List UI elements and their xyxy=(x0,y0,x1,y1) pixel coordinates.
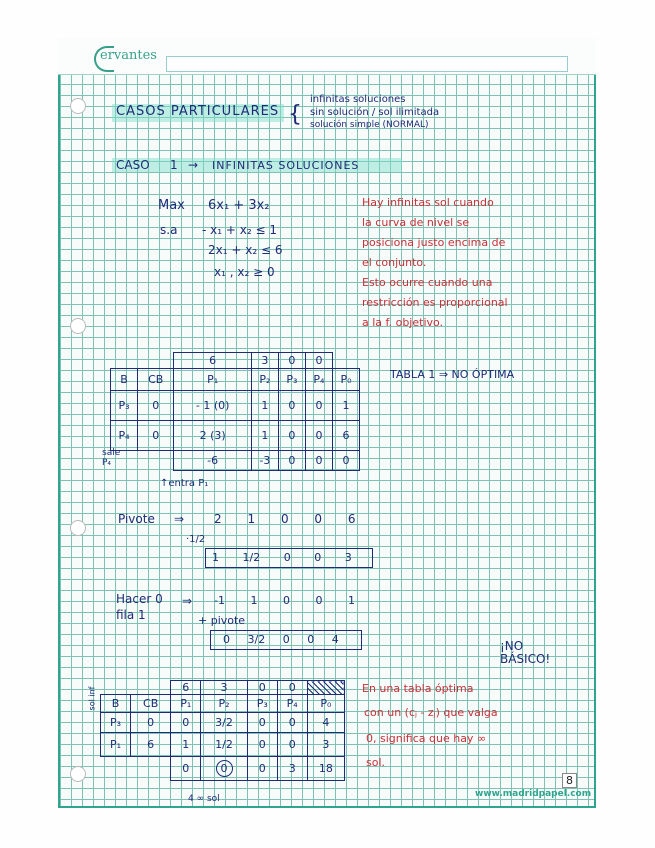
rowop-value: 1 xyxy=(347,594,355,607)
header-cell: P₂ xyxy=(251,369,278,391)
table-row xyxy=(101,713,345,733)
no-basic-callout: ¡NO BÁSICO! xyxy=(500,639,551,666)
pivot-result xyxy=(212,551,352,564)
table-cell: 0 xyxy=(277,713,307,733)
rowop-value: -1 xyxy=(214,594,225,607)
note-line: Esto ocurre cuando una xyxy=(362,276,493,289)
pivot-label: Pivote xyxy=(118,512,155,526)
header-cell: P₄ xyxy=(305,369,332,391)
result-value: 4 xyxy=(331,633,339,646)
header-cell: P₂ xyxy=(201,695,248,713)
table-cell: 0 xyxy=(278,421,305,451)
pivot-value: 6 xyxy=(347,512,356,526)
table-cell: 0 xyxy=(305,421,332,451)
table-cell: 0 xyxy=(305,391,332,421)
table-cell: 3 xyxy=(307,733,344,757)
case-item-2: sin solución / sol ilimitada xyxy=(310,107,440,118)
table-cell: 0 xyxy=(138,391,174,421)
cj-cell: 0 xyxy=(277,681,307,695)
page-number: 8 xyxy=(562,773,577,788)
binder-hole xyxy=(70,98,86,114)
note-line: la curva de nivel se xyxy=(362,216,470,229)
constraint-1: - x₁ + x₂ ≤ 1 xyxy=(202,223,277,237)
rowop-result-box xyxy=(210,630,362,650)
table-cell: 0 xyxy=(277,733,307,757)
z-row xyxy=(111,451,360,471)
table-cell: 1 xyxy=(332,391,359,421)
cj-cell: 0 xyxy=(278,353,305,369)
multiplier-label: ·1/2 xyxy=(186,534,206,545)
binder-hole xyxy=(70,520,86,536)
rowop-value: 0 xyxy=(315,594,323,607)
result-value: 1/2 xyxy=(242,551,261,564)
table-cell: 0 xyxy=(138,421,174,451)
brand-logo: ervantes xyxy=(100,48,157,63)
table-cell: 1 xyxy=(171,733,201,757)
cj-cell: 3 xyxy=(201,681,248,695)
result-value: 0 xyxy=(282,633,290,646)
table-cell: 3/2 xyxy=(201,713,248,733)
result-value: 0 xyxy=(314,551,322,564)
binder-hole xyxy=(70,766,86,782)
cj-cell: 6 xyxy=(171,681,201,695)
result-value: 0 xyxy=(283,551,291,564)
header-cell: P₁ xyxy=(174,369,251,391)
constraint-2: 2x₁ + x₂ ≤ 6 xyxy=(208,243,283,257)
table-cell: 4 xyxy=(307,713,344,733)
case-number: 1 xyxy=(170,158,178,172)
rowop-label-2: fila 1 xyxy=(116,608,146,622)
table-cell: 0 xyxy=(130,713,170,733)
rowop-values xyxy=(214,594,355,607)
simplex-table-2 xyxy=(100,680,345,781)
table-cell: P₁ xyxy=(101,733,131,757)
table-cell: P₃ xyxy=(101,713,131,733)
header-cell: P₃ xyxy=(247,695,277,713)
table-cell: 0 xyxy=(278,391,305,421)
table-cell xyxy=(201,757,248,781)
table-cell: 1/2 xyxy=(201,733,248,757)
constraint-3: x₁ , x₂ ≥ 0 xyxy=(214,265,275,279)
table-cell: -3 xyxy=(251,451,278,471)
result-value: 3/2 xyxy=(247,633,266,646)
header-cell: P₃ xyxy=(278,369,305,391)
z-row xyxy=(101,757,345,781)
table-row xyxy=(101,733,345,757)
rowop-label-1: Hacer 0 xyxy=(116,592,163,606)
note-line: el conjunto. xyxy=(362,256,427,269)
table-cell: 0 xyxy=(171,713,201,733)
table-cell: 0 xyxy=(247,757,277,781)
header-cell: P₀ xyxy=(307,695,344,713)
table-cell: 1 xyxy=(251,391,278,421)
table-row xyxy=(111,391,360,421)
result-value: 0 xyxy=(223,633,230,646)
cj-cell: 0 xyxy=(247,681,277,695)
table-cell: 2 (3) xyxy=(174,421,251,451)
table-cell: 0 xyxy=(278,451,305,471)
simplex-table-1 xyxy=(110,352,360,471)
table-cell: 1 xyxy=(251,421,278,451)
header-cell: P₁ xyxy=(171,695,201,713)
rowop-value: 1 xyxy=(250,594,258,607)
circled-zero: 0 xyxy=(216,760,233,777)
binder-hole xyxy=(70,318,86,334)
footer-url: www.madridpapel.com xyxy=(475,789,592,799)
pivot-value: 0 xyxy=(280,512,289,526)
conclusion-line: sol. xyxy=(366,756,386,769)
leaving-var-label: sale P₄ xyxy=(102,448,121,468)
arrow-icon: → xyxy=(188,158,199,172)
table2-side-label: sol inf xyxy=(87,686,97,711)
cj-cell: 0 xyxy=(305,353,332,369)
conclusion-line: 0, significa que hay ∞ xyxy=(366,732,487,745)
table-cell: 6 xyxy=(130,733,170,757)
result-value: 1 xyxy=(212,551,219,564)
arrow-icon: ⇒ xyxy=(182,594,193,608)
table-cell: 0 xyxy=(247,733,277,757)
plus-pivot-label: + pivote xyxy=(198,614,246,627)
case-item-3: solución simple (NORMAL) xyxy=(310,120,429,130)
table-cell: 0 xyxy=(171,757,201,781)
table1-label: TABLA 1 ⇒ NO ÓPTIMA xyxy=(390,368,515,381)
brace-icon: { xyxy=(288,102,302,127)
table-cell: P₄ xyxy=(111,421,138,451)
table-cell: 0 xyxy=(247,713,277,733)
cj-cell: 6 xyxy=(174,353,251,369)
table-cell: 6 xyxy=(332,421,359,451)
table-cell: -6 xyxy=(174,451,251,471)
header-cell: B xyxy=(101,695,131,713)
sa-label: s.a xyxy=(160,223,178,237)
arrow-icon: ⇒ xyxy=(174,512,185,526)
pivot-value: 2 xyxy=(214,512,222,526)
header-cell: CB xyxy=(130,695,170,713)
table-row xyxy=(111,421,360,451)
pivot-value: 1 xyxy=(247,512,256,526)
result-value: 0 xyxy=(307,633,315,646)
conclusion-line: En una tabla óptima xyxy=(362,682,474,695)
header-cell: P₄ xyxy=(277,695,307,713)
pivot-values xyxy=(214,512,356,526)
cj-cell: 3 xyxy=(251,353,278,369)
table-cell: 0 xyxy=(332,451,359,471)
header-cell: P₀ xyxy=(332,369,359,391)
table-cell: - 1 (0) xyxy=(174,391,251,421)
header-cell: B xyxy=(111,369,138,391)
table-cell: P₃ xyxy=(111,391,138,421)
case-label: CASO xyxy=(116,158,150,172)
objective-function: 6x₁ + 3x₂ xyxy=(208,198,270,213)
result-value: 3 xyxy=(344,551,352,564)
note-line: a la f. objetivo. xyxy=(362,316,444,329)
entering-var-label: ↑entra P₁ xyxy=(160,478,209,489)
header-cell: CB xyxy=(138,369,174,391)
note-line: posiciona justo encima de xyxy=(362,236,506,249)
table-cell: 18 xyxy=(307,757,344,781)
hatched-cell xyxy=(307,681,344,695)
note-line: restricción es proporcional xyxy=(362,296,508,309)
note-line: Hay infinitas sol cuando xyxy=(362,196,494,209)
case-title: INFINITAS SOLUCIONES xyxy=(212,159,360,172)
rowop-value: 0 xyxy=(282,594,290,607)
pivot-result-box xyxy=(205,548,373,568)
case-item-1: infinitas soluciones xyxy=(310,94,406,105)
table-cell: 3 xyxy=(277,757,307,781)
pivot-value: 0 xyxy=(314,512,323,526)
rowop-result xyxy=(223,633,339,646)
page-title: CASOS PARTICULARES xyxy=(116,104,280,119)
max-label: Max xyxy=(158,198,185,213)
header-write-line xyxy=(166,56,568,72)
infinite-solutions-label: 4 ∞ sol xyxy=(188,794,220,804)
table-cell: 0 xyxy=(305,451,332,471)
conclusion-line: con un (cⱼ - zⱼ) que valga xyxy=(364,706,498,719)
